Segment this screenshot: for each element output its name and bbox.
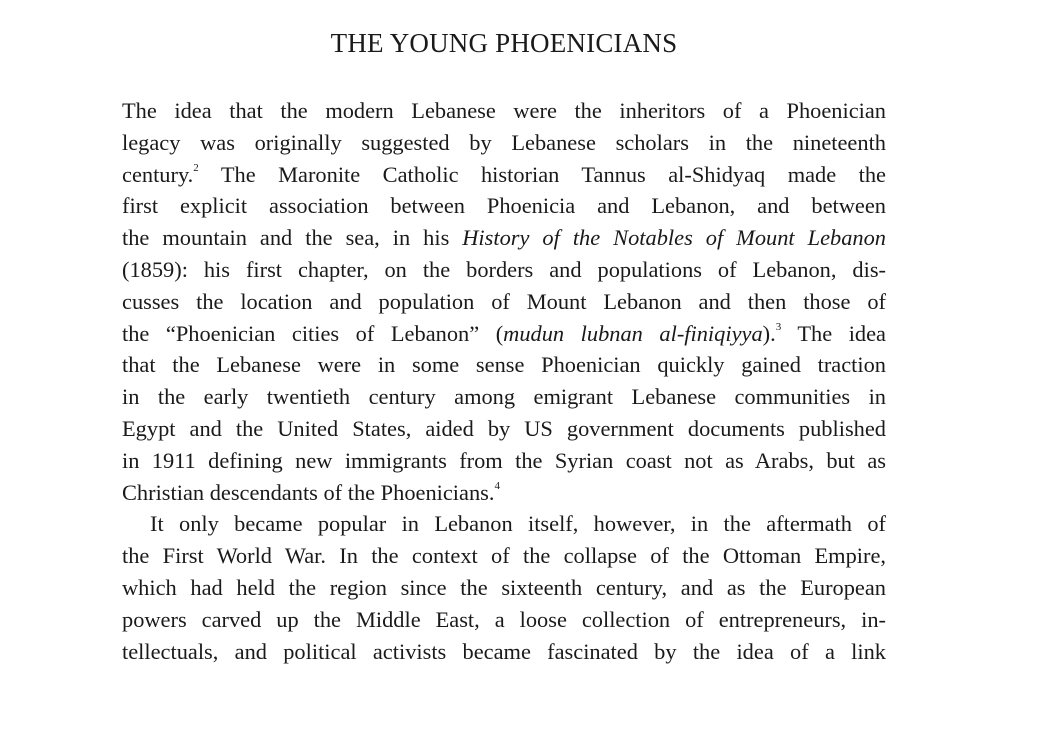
paragraph-1	[122, 95, 886, 508]
text-line: first explicit association between Phoenicia and Lebanon, and between	[122, 193, 886, 219]
text-line: tellectuals, and political activists became fascinated by the idea of a link	[122, 638, 886, 664]
text-line: that the Lebanese were in some sense Phoenician quickly gained traction	[122, 352, 886, 378]
text-line	[122, 318, 886, 350]
text-line: It only became popular in Lebanon itself, however, in the aftermath of	[150, 511, 886, 537]
text-line: cusses the location and population of Mount Lebanon and then those of	[122, 288, 886, 314]
text-line	[122, 159, 886, 191]
text-line: which had held the region since the sixteenth century, and as the European	[122, 574, 886, 600]
text-span: Christian descendants of the Phoenicians.	[122, 479, 495, 505]
text-span: The Maronite Catholic historian Tannus al-Shidyaq made the	[198, 161, 886, 187]
footnote-marker[interactable]: 2	[193, 162, 199, 175]
text-line	[122, 477, 886, 509]
text-line: in the early twentieth century among emigrant Lebanese communities in	[122, 384, 886, 410]
paragraph-2	[122, 508, 886, 667]
text-line: (1859): his first chapter, on the borders and populations of Lebanon, dis-	[122, 256, 886, 282]
text-line: Egypt and the United States, aided by US government documents published	[122, 415, 886, 441]
text-span: the “Phoenician cities of Lebanon” (	[122, 320, 504, 346]
text-line: powers carved up the Middle East, a loose collection of entrepreneurs, in-	[122, 606, 886, 632]
text-line: legacy was originally suggested by Lebanese scholars in the nineteenth	[122, 129, 886, 155]
footnote-marker[interactable]: 4	[494, 480, 500, 493]
running-head: THE YOUNG PHOENICIANS	[330, 28, 678, 58]
text-span: The idea	[781, 320, 886, 346]
text-span: century.	[122, 161, 194, 187]
footnote-marker[interactable]: 3	[775, 321, 782, 334]
text-span: the mountain and the sea, in his	[122, 225, 463, 251]
text-span: ).	[762, 320, 776, 346]
book-title: History of the Notables of Mount Lebanon	[462, 225, 886, 251]
body-text	[122, 95, 886, 667]
text-line: the First World War. In the context of the collapse of the Ottoman Empire,	[122, 543, 886, 569]
text-line: in 1911 defining new immigrants from the Syrian coast not as Arabs, but as	[122, 447, 886, 473]
text-line	[122, 222, 886, 254]
arabic-term: mudun lubnan al-finiqiyya	[503, 320, 763, 346]
text-line: The idea that the modern Lebanese were the inheritors of a Phoenician	[122, 98, 886, 123]
